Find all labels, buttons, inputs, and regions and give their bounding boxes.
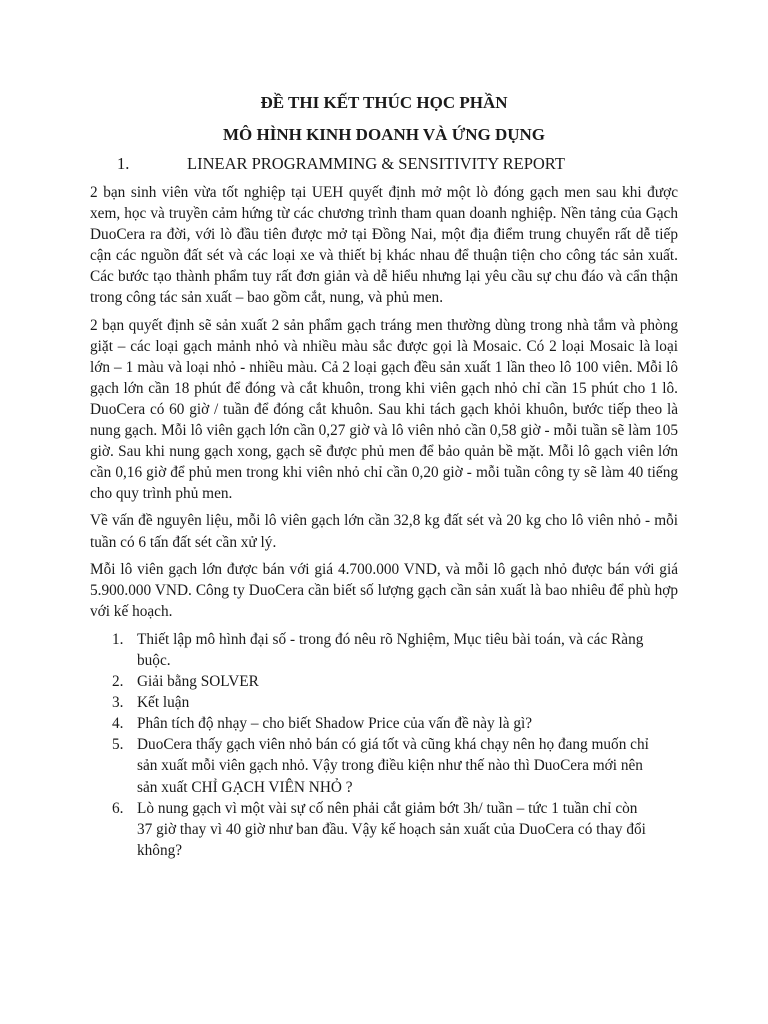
question-text: DuoCera thấy gạch viên nhỏ bán có giá tốt và cũng khá chạy nên họ đang muốn chỉ sản xuất mỗi viên gạch nhỏ. Vậy trong điều kiện như thế nào thì DuoCera mới nên sản xuất CHỈ GẠCH VIÊN NHỎ ? — [137, 736, 649, 796]
question-item — [90, 713, 678, 734]
question-text: Phân tích độ nhạy – cho biết Shadow Price của vấn đề này là gì? — [137, 715, 533, 733]
question-item — [90, 629, 678, 671]
question-item — [90, 671, 678, 692]
exam-title: ĐỀ THI KẾT THÚC HỌC PHẦN — [260, 93, 508, 112]
question-list — [90, 629, 678, 861]
document-body — [90, 92, 678, 861]
paragraph-production: 2 bạn quyết định sẽ sản xuất 2 sản phẩm gạch tráng men thường dùng trong nhà tắm và phòng giặt – các loại gạch mảnh nhỏ và nhiều màu sắc được gọi là Mosaic. Có 2 loại Mosaic là loại lớn – 1 màu và loại nhỏ - nhiều màu. Cả 2 loại gạch đều sản xuất 1 lần theo lô 100 viên. Mỗi lô gạch lớn cần 18 phút để đóng và cắt khuôn, trong khi viên gạch nhỏ chỉ cần 15 phút cho 1 lô. DuoCera có 60 giờ / tuần để đóng cắt khuôn. Sau khi tách gạch khỏi khuôn, bước tiếp theo là nung gạch. Mỗi lô viên gạch lớn cần 0,27 giờ và lô viên nhỏ cần 0,58 giờ - mỗi tuần sẽ làm 105 giờ. Sau khi nung gạch xong, gạch sẽ được phủ men để bảo quản bề mặt. Mỗi lô gạch viên lớn cần 0,16 giờ để phủ men trong khi viên nhỏ chỉ cần 0,20 giờ - mỗi tuần công ty sẽ làm 40 tiếng cho quy trình phủ men. — [90, 316, 678, 503]
question-text: Giải bằng SOLVER — [137, 673, 259, 691]
question-number: 4. — [112, 715, 124, 733]
section-heading — [90, 153, 678, 175]
question-number: 2. — [112, 673, 124, 691]
paragraph-materials: Về vấn đề nguyên liệu, mỗi lô viên gạch lớn cần 32,8 kg đất sét và 20 kg cho lô viên nhỏ - mỗi tuần có 6 tấn đất sét cần xử lý. — [90, 512, 678, 551]
question-item — [90, 798, 678, 861]
question-item — [90, 734, 678, 797]
question-text: Lò nung gạch vì một vài sự cố nên phải cắt giảm bớt 3h/ tuần – tức 1 tuần chỉ còn 37 giờ thay vì 40 giờ như ban đầu. Vậy kế hoạch sản xuất của DuoCera có thay đổi không? — [137, 799, 646, 859]
section-number: 1. — [117, 154, 130, 173]
question-text: Kết luận — [137, 694, 190, 712]
section-title: LINEAR PROGRAMMING & SENSITIVITY REPORT — [187, 154, 565, 173]
paragraph-intro: 2 bạn sinh viên vừa tốt nghiệp tại UEH quyết định mở một lò đóng gạch men sau khi được xem, học và truyền cảm hứng từ các chương trình tham quan doanh nghiệp. Nền tảng của Gạch DuoCera ra đời, với lò đầu tiên được mở tại Đồng Nai, một địa điểm trung chuyển rất dễ tiếp cận các nguồn đất sét và các loại xe và thiết bị khác nhau để thuận tiện cho công tác sản xuất. Các bước tạo thành phẩm tuy rất đơn giản và dễ hiểu nhưng lại yêu cầu sự chu đáo và cẩn thận trong công tác sản xuất – bao gồm cắt, nung, và phủ men. — [90, 184, 678, 307]
paragraph-pricing: Mỗi lô viên gạch lớn được bán với giá 4.700.000 VND, và mỗi lô gạch nhỏ được bán với giá 5.900.000 VND. Công ty DuoCera cần biết số lượng gạch cần sản xuất là bao nhiêu để phù hợp với kế hoạch. — [90, 560, 678, 620]
question-number: 3. — [112, 694, 124, 712]
question-number: 5. — [112, 736, 124, 754]
question-number: 6. — [112, 799, 124, 817]
course-title: MÔ HÌNH KINH DOANH VÀ ỨNG DỤNG — [222, 125, 546, 144]
question-number: 1. — [112, 630, 124, 648]
question-item — [90, 692, 678, 713]
question-text: Thiết lập mô hình đại số - trong đó nêu rõ Nghiệm, Mục tiêu bài toán, và các Ràng buộc. — [137, 630, 644, 669]
